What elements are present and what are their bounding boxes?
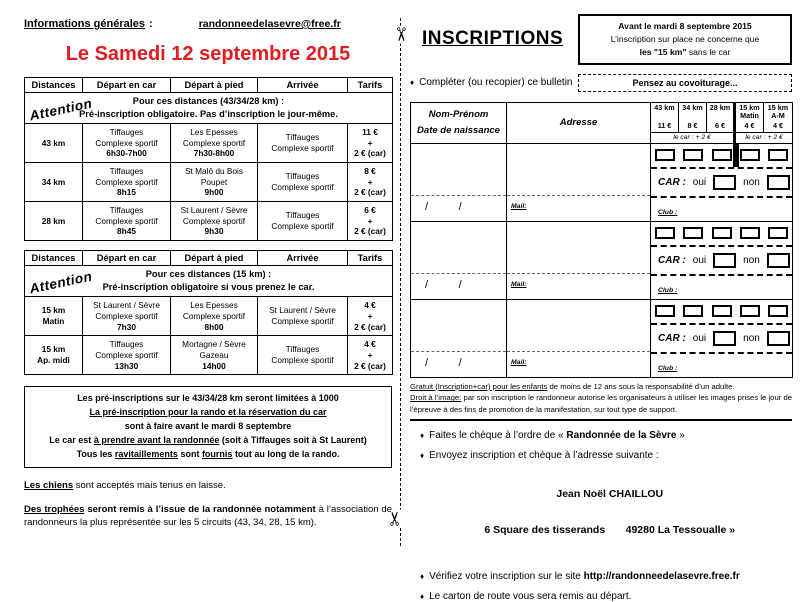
inscriptions-panel bbox=[410, 14, 792, 602]
checkbox-28km[interactable] bbox=[712, 305, 732, 317]
mail-field-label[interactable]: Mail: bbox=[511, 281, 527, 289]
col-header-distances: Distances bbox=[25, 78, 83, 93]
scissors-icon: ✂ bbox=[385, 510, 407, 527]
col-header-depart-car: Départ en car bbox=[83, 251, 171, 266]
verify-instruction: ♦ Vérifiez votre inscription sur le site http://randonneedelasevre.free.fr bbox=[420, 570, 740, 582]
completer-instruction: ♦ Compléter (ou recopier) ce bulletin bbox=[410, 77, 573, 89]
col-header-depart-pied: Départ à pied bbox=[171, 251, 258, 266]
date-of-birth-field[interactable]: / / bbox=[425, 278, 462, 291]
cheque-instruction: ♦ Faites le chèque à l’ordre de « Randonnée de la Sèvre » bbox=[420, 430, 685, 442]
header-34km: 34 km 8 € bbox=[679, 102, 707, 132]
date-of-birth-field[interactable]: / / bbox=[425, 356, 462, 369]
car-non-checkbox[interactable] bbox=[767, 175, 790, 190]
group-divider bbox=[733, 144, 739, 167]
header-adresse: Adresse bbox=[507, 102, 651, 143]
checkbox-34km[interactable] bbox=[683, 305, 703, 317]
header-28km: 28 km 6 € bbox=[707, 102, 735, 132]
header-15km-am: 15 km A-M 4 € bbox=[764, 102, 793, 132]
diamond-bullet-icon: ♦ bbox=[420, 571, 425, 581]
car-extra-fee-long: le car : + 2 € bbox=[651, 132, 735, 143]
col-header-depart-pied: Départ à pied bbox=[171, 78, 258, 93]
roadcard-instruction: ♦ Le carton de route vous sera remis au départ. bbox=[420, 590, 632, 602]
name-dob-cell[interactable] bbox=[411, 143, 507, 221]
info-label: Informations générales bbox=[24, 18, 146, 30]
col-header-arrivee: Arrivée bbox=[258, 78, 348, 93]
general-info-panel bbox=[24, 18, 392, 530]
checkbox-15km-matin[interactable] bbox=[740, 305, 760, 317]
table-row: 15 km Ap. midi Tiffauges Complexe sportif 13h30 Mortagne / Sèvre Gazeau 14h00 Tiffauges Complexe sportif 4 € + 2 € (car) bbox=[25, 336, 393, 375]
header-15km-matin: 15 km Matin 4 € bbox=[735, 102, 764, 132]
car-oui-checkbox[interactable] bbox=[713, 331, 736, 346]
checkbox-28km[interactable] bbox=[712, 227, 732, 239]
col-header-tarifs: Tarifs bbox=[348, 251, 393, 266]
col-header-depart-car: Départ en car bbox=[83, 78, 171, 93]
name-dob-cell[interactable] bbox=[411, 221, 507, 299]
checkbox-43km[interactable] bbox=[655, 305, 675, 317]
header-43km: 43 km 11 € bbox=[651, 102, 679, 132]
website-url[interactable]: http://randonneedelasevre.free.fr bbox=[583, 570, 740, 582]
attention-stamp: Attention bbox=[28, 268, 94, 297]
distance-checkbox-strip bbox=[651, 222, 792, 247]
table-row: 43 km Tiffauges Complexe sportif 6h30-7h00 Les Epesses Complexe sportif 7h30-8h00 Tiffauges Complexe sportif 11 € + 2 € (car) bbox=[25, 124, 393, 163]
distance-checkbox-strip bbox=[651, 144, 792, 169]
address-cell[interactable] bbox=[507, 299, 651, 377]
club-field-label[interactable]: Club : bbox=[658, 364, 678, 372]
event-date-title: Le Samedi 12 septembre 2015 bbox=[65, 43, 351, 65]
name-dob-cell[interactable] bbox=[411, 299, 507, 377]
checkbox-15km-matin[interactable] bbox=[740, 227, 760, 239]
checkbox-34km[interactable] bbox=[683, 227, 703, 239]
oui-label: oui bbox=[692, 254, 707, 266]
participant-row bbox=[411, 221, 793, 299]
address-cell[interactable] bbox=[507, 143, 651, 221]
scissors-icon: ✂ bbox=[389, 26, 411, 43]
car-label: CAR : bbox=[658, 332, 686, 344]
schedule-table-15km bbox=[24, 250, 393, 375]
car-extra-fee-15km: le car : + 2 € bbox=[735, 132, 793, 143]
mailing-address bbox=[410, 468, 792, 557]
participant-row bbox=[411, 143, 793, 221]
registration-form-table bbox=[410, 102, 793, 378]
table-row: 34 km Tiffauges Complexe sportif 8h15 St Malô du Bois Poupet 9h00 Tiffauges Complexe sportif 8 € + 2 € (car) bbox=[25, 163, 393, 202]
col-header-arrivee: Arrivée bbox=[258, 251, 348, 266]
checkbox-15km-matin[interactable] bbox=[740, 149, 760, 161]
header-name-dob: Nom-Prénom Date de naissance bbox=[411, 102, 507, 143]
inscriptions-title: INSCRIPTIONS bbox=[422, 28, 564, 49]
mail-field-label[interactable]: Mail: bbox=[511, 203, 527, 211]
table-row: 28 km Tiffauges Complexe sportif 8h45 St Laurent / Sèvre Complexe sportif 9h30 Tiffauges Complexe sportif 6 € + 2 € (car) bbox=[25, 202, 393, 241]
diamond-bullet-icon: ♦ bbox=[410, 78, 415, 88]
car-oui-checkbox[interactable] bbox=[713, 253, 736, 268]
schedule-table-long-distances bbox=[24, 77, 393, 241]
checkbox-34km[interactable] bbox=[683, 149, 703, 161]
car-non-checkbox[interactable] bbox=[767, 331, 790, 346]
participant-row bbox=[411, 299, 793, 377]
car-oui-checkbox[interactable] bbox=[713, 175, 736, 190]
car-label: CAR : bbox=[658, 254, 686, 266]
non-label: non bbox=[743, 176, 760, 188]
checkbox-15km-am[interactable] bbox=[768, 149, 788, 161]
car-label: CAR : bbox=[658, 176, 686, 188]
options-cell bbox=[651, 299, 793, 377]
distance-checkbox-strip bbox=[651, 300, 792, 325]
club-field-label[interactable]: Club : bbox=[658, 286, 678, 294]
diamond-bullet-icon: ♦ bbox=[420, 591, 425, 601]
checkbox-28km[interactable] bbox=[712, 149, 732, 161]
diamond-bullet-icon: ♦ bbox=[420, 431, 425, 441]
deadline-box: Avant le mardi 8 septembre 2015 L’inscription sur place ne concerne que les "15 km" sans le car bbox=[578, 14, 792, 65]
address-line: 6 Square des tisserands 49280 La Tessoualle » bbox=[484, 523, 736, 536]
covoiturage-box: Pensez au covoiturage... bbox=[578, 74, 792, 92]
fine-print: Gratuit (Inscription+car) pour les enfants de moins de 12 ans sous la responsabilité d’un adulte. Droit à l’image: par son inscription le randonneur autorise les organisateurs à utiliser les images prises le jour de l’épreuve à des fins de promotion de la manifestation, sur tout type de support. bbox=[410, 381, 792, 414]
trophies-note: Des trophées seront remis à l’issue de la randonnée notamment à l’association de randonneurs la plus représentée sur les 5 circuits (43, 34, 28, 15 km). bbox=[24, 504, 392, 529]
attention-notice: Attention Pour ces distances (15 km) : Pré-inscription obligatoire si vous prenez le car. bbox=[25, 266, 393, 297]
checkbox-43km[interactable] bbox=[655, 227, 675, 239]
attention-stamp: Attention bbox=[28, 95, 94, 124]
options-cell bbox=[651, 221, 793, 299]
options-cell bbox=[651, 143, 793, 221]
non-label: non bbox=[743, 254, 760, 266]
address-name: Jean Noël CHAILLOU bbox=[556, 488, 664, 501]
dogs-note: Les chiens sont acceptés mais tenus en laisse. bbox=[24, 479, 226, 491]
col-header-tarifs: Tarifs bbox=[348, 78, 393, 93]
club-field-label[interactable]: Club : bbox=[658, 208, 678, 216]
date-of-birth-field[interactable]: / / bbox=[425, 200, 462, 213]
send-instruction: ♦ Envoyez inscription et chèque à l’adresse suivante : bbox=[420, 450, 659, 462]
checkbox-15km-am[interactable] bbox=[768, 305, 788, 317]
contact-email[interactable]: randonneedelasevre@free.fr bbox=[198, 18, 341, 30]
oui-label: oui bbox=[692, 176, 707, 188]
address-cell[interactable] bbox=[507, 221, 651, 299]
diamond-bullet-icon: ♦ bbox=[420, 451, 425, 461]
section-divider bbox=[410, 419, 792, 421]
important-notes-box: Les pré-inscriptions sur le 43/34/28 km seront limitées à 1000 La pré-inscription pour la rando et la réservation du car sont à faire avant le mardi 8 septembre Le car est à prendre avant la randonnée (soit à Tiffauges soit à St Laurent) Tous les ravitaillements sont fournis tout au long de la rando. bbox=[24, 386, 392, 468]
non-label: non bbox=[743, 332, 760, 344]
car-non-checkbox[interactable] bbox=[767, 253, 790, 268]
checkbox-43km[interactable] bbox=[655, 149, 675, 161]
table-row: 15 km Matin St Laurent / Sèvre Complexe sportif 7h30 Les Epesses Complexe sportif 8h00 St Laurent / Sèvre Complexe sportif 4 € + 2 € (car) bbox=[25, 297, 393, 336]
cut-dashed-line bbox=[400, 18, 401, 546]
mail-field-label[interactable]: Mail: bbox=[511, 359, 527, 367]
info-header: Informations générales : randonneedelasevre@free.fr bbox=[24, 18, 341, 30]
oui-label: oui bbox=[692, 332, 707, 344]
checkbox-15km-am[interactable] bbox=[768, 227, 788, 239]
col-header-distances: Distances bbox=[25, 251, 83, 266]
attention-notice: Attention Pour ces distances (43/34/28 km) : Pré-inscription obligatoire. Pas d’inscription le jour-même. bbox=[25, 93, 393, 124]
